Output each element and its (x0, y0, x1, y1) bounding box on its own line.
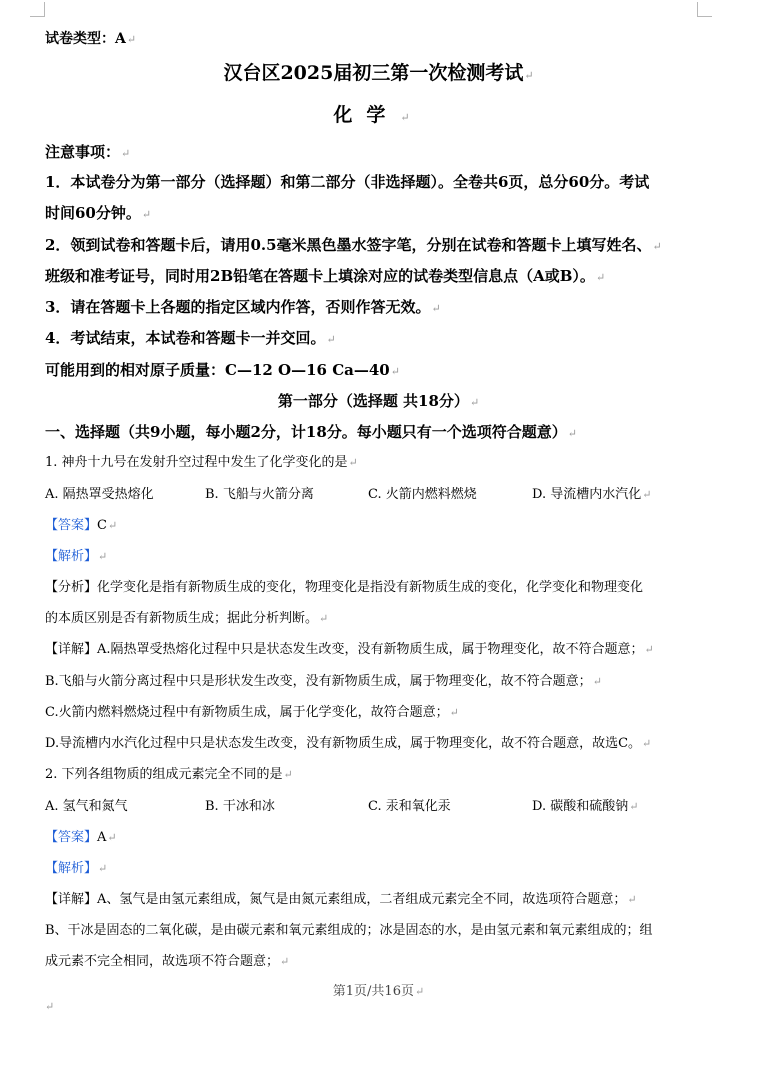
option-b: B. 干冰和冰 (205, 799, 275, 814)
fenxi-line: 的本质区别是否有新物质生成；据此分析判断。↵ (45, 611, 329, 626)
option-a: A. 氢气和氮气 (45, 799, 128, 814)
option-c: C. 汞和氧化汞 (368, 799, 451, 814)
option-b: B. 飞船与火箭分离 (205, 487, 314, 502)
answer-tag: 【答案】 (45, 830, 98, 845)
analysis-line: 【解析】↵ (45, 861, 108, 876)
analysis-tag: 【解析】 (45, 549, 98, 564)
detail-line: 【详解】A.隔热罩受热熔化过程中只是状态发生改变，没有新物质生成，属于物理变化，故不符合题意；↵ (45, 642, 654, 657)
crop-mark-right (697, 2, 712, 17)
fenxi-line: 【分析】化学变化是指有新物质生成的变化，物理变化是指没有新物质生成的变化，化学变化和物理变化 (45, 580, 644, 595)
part1-heading: 第一部分（选择题 共18分）↵ (277, 392, 480, 410)
analysis-tag: 【解析】 (45, 861, 98, 876)
atomic-mass: 可能用到的相对原子质量：C—12 O—16 Ca—40↵ (45, 361, 400, 379)
page-title: 汉台区2025届初三第一次检测考试↵ (223, 62, 534, 84)
detail-line: 【详解】A、氢气是由氢元素组成，氮气是由氮元素组成，二者组成元素完全不同，故选项符合题意；↵ (45, 892, 637, 907)
notes-heading: 注意事项：↵ (45, 143, 131, 161)
detail-line: C.火箭内燃料燃烧过程中有新物质生成，属于化学变化，故符合题意；↵ (45, 705, 459, 720)
option-d: D. 导流槽内水汽化↵ (532, 487, 652, 502)
detail-line: B.飞船与火箭分离过程中只是形状发生改变，没有新物质生成，属于物理变化，故不符合题意；↵ (45, 674, 602, 689)
option-c: C. 火箭内燃料燃烧 (368, 487, 477, 502)
page-footer: 第1页/共16页↵ (332, 984, 425, 999)
option-d: D. 碳酸和硫酸钠↵ (532, 799, 639, 814)
section1-heading: 一、选择题（共9小题，每小题2分，计18分。每小题只有一个选项符合题意）↵ (45, 423, 577, 441)
crop-mark-left (30, 2, 45, 17)
subject-title: 化学↵ (333, 104, 424, 126)
analysis-line: 【解析】↵ (45, 549, 108, 564)
detail-line: B、干冰是固态的二氧化碳，是由碳元素和氧元素组成的；冰是固态的水，是由氢元素和氧元素组成的；组 (45, 923, 653, 938)
detail-line: 成元素不完全相同，故选项不符合题意；↵ (45, 954, 290, 969)
answer-tag: 【答案】 (45, 518, 98, 533)
note-line: 2．领到试卷和答题卡后，请用0.5毫米黑色墨水签字笔，分别在试卷和答题卡上填写姓名、↵ (45, 236, 662, 254)
note-line: 班级和准考证号，同时用2B铅笔在答题卡上填涂对应的试卷类型信息点（A或B）。↵ (45, 267, 606, 285)
question-stem: 1. 神舟十九号在发射升空过程中发生了化学变化的是↵ (45, 455, 358, 470)
note-line: 3．请在答题卡上各题的指定区域内作答，否则作答无效。↵ (45, 298, 441, 316)
paragraph-mark: ↵ (45, 1000, 55, 1013)
question-stem: 2. 下列各组物质的组成元素完全不同的是↵ (45, 767, 293, 782)
answer-line: 【答案】C↵ (45, 518, 118, 533)
answer-line: 【答案】A↵ (45, 830, 117, 845)
note-line: 时间60分钟。↵ (45, 204, 152, 222)
option-a: A. 隔热罩受热熔化 (45, 487, 154, 502)
note-line: 1．本试卷分为第一部分（选择题）和第二部分（非选择题）。全卷共6页，总分60分。考试 (45, 173, 650, 191)
exam-type: 试卷类型：A↵ (45, 31, 137, 47)
note-line: 4．考试结束，本试卷和答题卡一并交回。↵ (45, 329, 336, 347)
detail-line: D.导流槽内水汽化过程中只是状态发生改变，没有新物质生成，属于物理变化，故不符合题意，故选C。↵ (45, 736, 652, 751)
